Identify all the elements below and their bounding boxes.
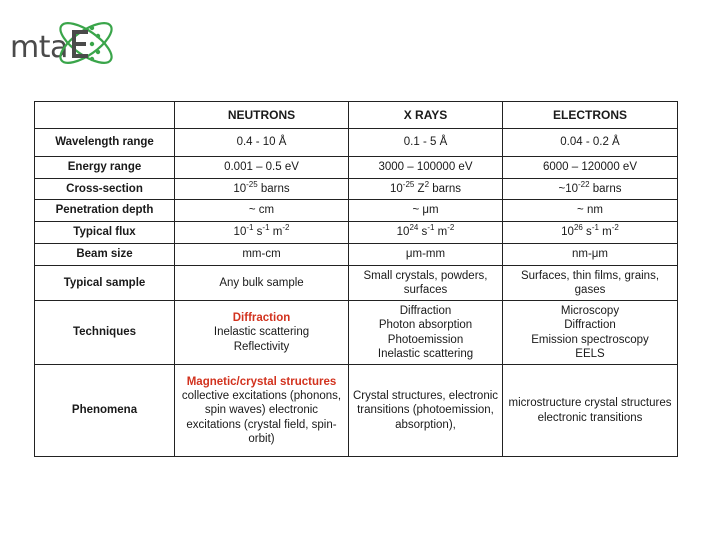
cell-value: $\sim 10^{-22}$ barns xyxy=(503,179,678,200)
cell-value: ~ μm xyxy=(349,200,503,222)
header-electrons: ELECTRONS xyxy=(503,102,678,129)
cell-value: $10^{24}$ $s^{-1}$ $m^{-2}$ xyxy=(349,222,503,244)
cell-value: $10^{-25}$ $Z^2$ barns xyxy=(349,179,503,200)
cell-value: 0.001 – 0.5 eV xyxy=(175,157,349,179)
cell-value: Microscopy Diffraction Emission spectroscopy EELS xyxy=(503,301,678,365)
row-label: Wavelength range xyxy=(35,129,175,157)
table-row xyxy=(35,244,678,266)
cell-value: Diffraction Inelastic scattering Reflectivity xyxy=(175,301,349,365)
comparison-table xyxy=(34,101,678,457)
table-row xyxy=(35,179,678,200)
cell-value: 6000 – 120000 eV xyxy=(503,157,678,179)
cell-value: μm-mm xyxy=(349,244,503,266)
cell-value: Diffraction Photon absorption Photoemission Inelastic scattering xyxy=(349,301,503,365)
row-label: Cross-section xyxy=(35,179,175,200)
cell-value: 0.1 - 5 Å xyxy=(349,129,503,157)
row-label: Beam size xyxy=(35,244,175,266)
brand-logo xyxy=(8,6,128,80)
cell-value: Crystal structures, electronic transitions (photoemission, absorption), xyxy=(349,365,503,457)
table-row xyxy=(35,222,678,244)
cell-value: 3000 – 100000 eV xyxy=(349,157,503,179)
cell-value: mm-cm xyxy=(175,244,349,266)
row-label: Phenomena xyxy=(35,365,175,457)
cell-value: ~ nm xyxy=(503,200,678,222)
row-label: Typical flux xyxy=(35,222,175,244)
row-label: Typical sample xyxy=(35,266,175,301)
table-row xyxy=(35,365,678,457)
highlight-text: Magnetic/crystal structures xyxy=(186,376,337,389)
table-row xyxy=(35,157,678,179)
table-row xyxy=(35,200,678,222)
table-row xyxy=(35,301,678,365)
cell-value: Surfaces, thin films, grains, gases xyxy=(503,266,678,301)
header-empty xyxy=(35,102,175,129)
highlight-text: Diffraction xyxy=(232,312,291,325)
table-row xyxy=(35,129,678,157)
cell-value: $10^{-1}$ $s^{-1}$ $m^{-2}$ xyxy=(175,222,349,244)
cell-value: nm-μm xyxy=(503,244,678,266)
header-neutrons: NEUTRONS xyxy=(175,102,349,129)
cell-value: Small crystals, powders, surfaces xyxy=(349,266,503,301)
row-label: Penetration depth xyxy=(35,200,175,222)
row-label: Techniques xyxy=(35,301,175,365)
row-label: Energy range xyxy=(35,157,175,179)
cell-value: 0.04 - 0.2 Å xyxy=(503,129,678,157)
table-header-row xyxy=(35,102,678,129)
cell-value: ~ cm xyxy=(175,200,349,222)
cell-value: Any bulk sample xyxy=(175,266,349,301)
cell-value: microstructure crystal structures electronic transitions xyxy=(503,365,678,457)
atom-logo-icon xyxy=(52,6,124,80)
cell-value: 0.4 - 10 Å xyxy=(175,129,349,157)
brand-name: mta xyxy=(10,30,68,65)
header-xrays: X RAYS xyxy=(349,102,503,129)
table-row xyxy=(35,266,678,301)
cell-value: $10^{26}$ $s^{-1}$ $m^{-2}$ xyxy=(503,222,678,244)
cell-value: Magnetic/crystal structures collective excitations (phonons, spin waves) electronic excitations (crystal field, spin-orbit) xyxy=(175,365,349,457)
cell-value: $10^{-25}$ barns xyxy=(175,179,349,200)
